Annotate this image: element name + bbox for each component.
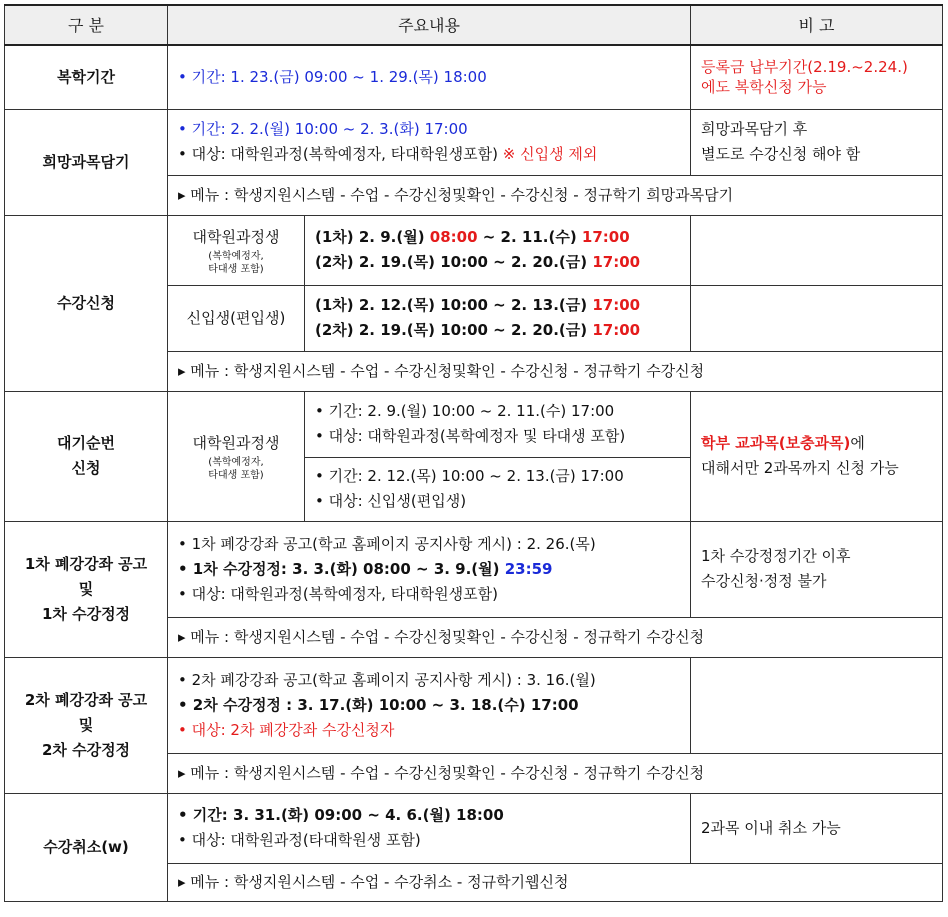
category-waitlist: [5, 391, 168, 521]
registration-grad-round1: [315, 225, 680, 250]
waitlist-group-note2: 타대생 포함): [208, 469, 264, 481]
second-correction-period: • 2차 수강정정 : 3. 17.(화) 10:00 ~ 3. 18.(수) 17:00: [178, 695, 579, 714]
first-correction-details: [168, 521, 691, 617]
category-second-correction-line2: 및: [78, 715, 94, 734]
new-round2-end-time: 17:00: [592, 321, 641, 339]
registration-grad-dates: [305, 215, 691, 285]
row-return-period: [5, 45, 943, 109]
wishlist-period: • 기간: 2. 2.(월) 10:00 ~ 2. 3.(화) 17:00: [178, 120, 468, 138]
registration-grad-group: [168, 215, 305, 285]
registration-grad-note1: (복학예정자,: [208, 250, 264, 262]
category-first-correction: [5, 521, 168, 657]
remarks-first-correction-line1: 1차 수강정정기간 이후: [701, 547, 851, 565]
category-wishlist: 희망과목담기: [5, 109, 168, 215]
grad-round2-end-time: 17:00: [592, 253, 641, 271]
waitlist-grad-target: • 대상: 대학원과정(복학예정자 및 타대생 포함): [315, 427, 626, 445]
category-withdrawal: 수강취소(w): [5, 793, 168, 901]
first-closure-notice: • 1차 폐강강좌 공고(학교 홈페이지 공지사항 게시) : 2. 26.(목): [178, 534, 596, 553]
remarks-wishlist: [691, 109, 943, 175]
wishlist-exclude: ※ 신입생 제외: [502, 145, 598, 163]
remarks-first-correction: [691, 521, 943, 617]
category-first-correction-line1: 1차 폐강강좌 공고: [24, 554, 148, 573]
wishlist-target: • 대상: 대학원과정(복학예정자, 타대학원생포함): [178, 145, 498, 163]
second-correction-details: [168, 657, 691, 753]
remarks-withdrawal: 2과목 이내 취소 가능: [691, 793, 943, 863]
header-row: [5, 5, 943, 45]
registration-grad-note2: 타대생 포함): [208, 263, 264, 275]
second-correction-target: • 대상: 2차 폐강강좌 수강신청자: [178, 720, 395, 739]
return-period: • 기간: 1. 23.(금) 09:00 ~ 1. 29.(목) 18:00: [178, 67, 487, 86]
waitlist-new-target: • 대상: 신입생(편입생): [315, 492, 467, 510]
remarks-waitlist-suffix: 에: [850, 434, 865, 452]
remarks-waitlist-line2: 대해서만 2과목까지 신청 가능: [701, 459, 899, 477]
waitlist-group: [168, 391, 305, 521]
waitlist-group-label: 대학원과정생: [192, 433, 280, 452]
new-round1-range: (1차) 2. 12.(목) 10:00 ~ 2. 13.(금): [315, 296, 593, 314]
header-remarks: 비 고: [691, 5, 943, 45]
grad-round1-end: ~ 2. 11.(수): [477, 228, 582, 246]
category-second-correction: [5, 657, 168, 793]
row-second-correction: [5, 657, 943, 753]
remarks-registration-new: [691, 285, 943, 351]
row-registration-grad: [5, 215, 943, 285]
row-withdrawal: [5, 793, 943, 863]
withdrawal-period: • 기간: 3. 31.(화) 09:00 ~ 4. 6.(월) 18:00: [178, 806, 504, 824]
remarks-registration-grad: [691, 215, 943, 285]
registration-new-round1: [315, 293, 680, 318]
header-content: 주요내용: [168, 5, 691, 45]
withdrawal-details: [168, 793, 691, 863]
first-correction-menu-path: ▸ 메뉴 : 학생지원시스템 - 수업 - 수강신청및확인 - 수강신청 - 정규학기 수강신청: [168, 617, 943, 657]
wishlist-target-line: [178, 142, 680, 167]
remarks-waitlist-line1: [701, 431, 932, 456]
registration-schedule-table: [4, 4, 943, 902]
category-registration: 수강신청: [5, 215, 168, 391]
grad-round1-end-time: 17:00: [581, 228, 630, 246]
waitlist-grad-period: • 기간: 2. 9.(월) 10:00 ~ 2. 11.(수) 17:00: [315, 402, 615, 420]
category-second-correction-line3: 2차 수강정정: [41, 740, 131, 759]
category-first-correction-line2: 및: [78, 579, 94, 598]
withdrawal-target: • 대상: 대학원과정(타대학원생 포함): [178, 831, 421, 849]
first-correction-period: [178, 557, 680, 582]
remarks-return-line1: 등록금 납부기간(2.19.~2.24.): [701, 58, 908, 77]
category-return: 복학기간: [5, 45, 168, 109]
registration-grad-round2: [315, 250, 680, 275]
remarks-return-line2: 에도 복학신청 가능: [701, 78, 827, 97]
grad-round2-range: (2차) 2. 19.(목) 10:00 ~ 2. 20.(금): [315, 253, 593, 271]
waitlist-grad-details: [305, 391, 691, 457]
first-correction-range: • 1차 수강정정: 3. 3.(화) 08:00 ~ 3. 9.(월): [178, 559, 505, 578]
wishlist-menu-path: ▸ 메뉴 : 학생지원시스템 - 수업 - 수강신청및확인 - 수강신청 - 정규학기 희망과목담기: [168, 175, 943, 215]
registration-grad-label: 대학원과정생: [192, 227, 280, 246]
remarks-waitlist: [691, 391, 943, 521]
row-wishlist: [5, 109, 943, 175]
content-wishlist: [168, 109, 691, 175]
remarks-second-correction: [691, 657, 943, 753]
second-closure-notice: • 2차 폐강강좌 공고(학교 홈페이지 공지사항 게시) : 3. 16.(월): [178, 670, 596, 689]
new-round1-end-time: 17:00: [592, 296, 641, 314]
waitlist-new-period: • 기간: 2. 12.(목) 10:00 ~ 2. 13.(금) 17:00: [315, 467, 624, 485]
content-return: [168, 45, 691, 109]
remarks-wishlist-line1: 희망과목담기 후: [701, 120, 808, 138]
registration-new-dates: [305, 285, 691, 351]
first-correction-end-time: 23:59: [504, 559, 553, 578]
remarks-waitlist-highlight: 학부 교과목(보충과목): [701, 434, 851, 452]
remarks-return: [691, 45, 943, 109]
row-first-correction: [5, 521, 943, 617]
withdrawal-menu-path: ▸ 메뉴 : 학생지원시스템 - 수업 - 수강취소 - 정규학기웹신청: [168, 863, 943, 901]
registration-menu-path: ▸ 메뉴 : 학생지원시스템 - 수업 - 수강신청및확인 - 수강신청 - 정규학기 수강신청: [168, 351, 943, 391]
grad-round1-start: (1차) 2. 9.(월): [315, 228, 430, 246]
header-category: 구 분: [5, 5, 168, 45]
remarks-first-correction-line2: 수강신청·정정 불가: [701, 572, 827, 590]
category-first-correction-line3: 1차 수강정정: [41, 604, 131, 623]
registration-new-group: 신입생(편입생): [168, 285, 305, 351]
second-correction-menu-path: ▸ 메뉴 : 학생지원시스템 - 수업 - 수강신청및확인 - 수강신청 - 정규학기 수강신청: [168, 753, 943, 793]
category-waitlist-line2: 신청: [71, 459, 101, 477]
registration-new-round2: [315, 318, 680, 343]
first-correction-target: • 대상: 대학원과정(복학예정자, 타대학원생포함): [178, 584, 498, 603]
grad-round1-start-time: 08:00: [429, 228, 478, 246]
waitlist-group-note1: (복학예정자,: [208, 456, 264, 468]
category-second-correction-line1: 2차 폐강강좌 공고: [24, 690, 148, 709]
remarks-wishlist-line2: 별도로 수강신청 해야 함: [701, 145, 861, 163]
new-round2-range: (2차) 2. 19.(목) 10:00 ~ 2. 20.(금): [315, 321, 593, 339]
waitlist-new-details: [305, 457, 691, 521]
category-waitlist-line1: 대기순번: [57, 434, 115, 452]
row-waitlist-a: [5, 391, 943, 457]
